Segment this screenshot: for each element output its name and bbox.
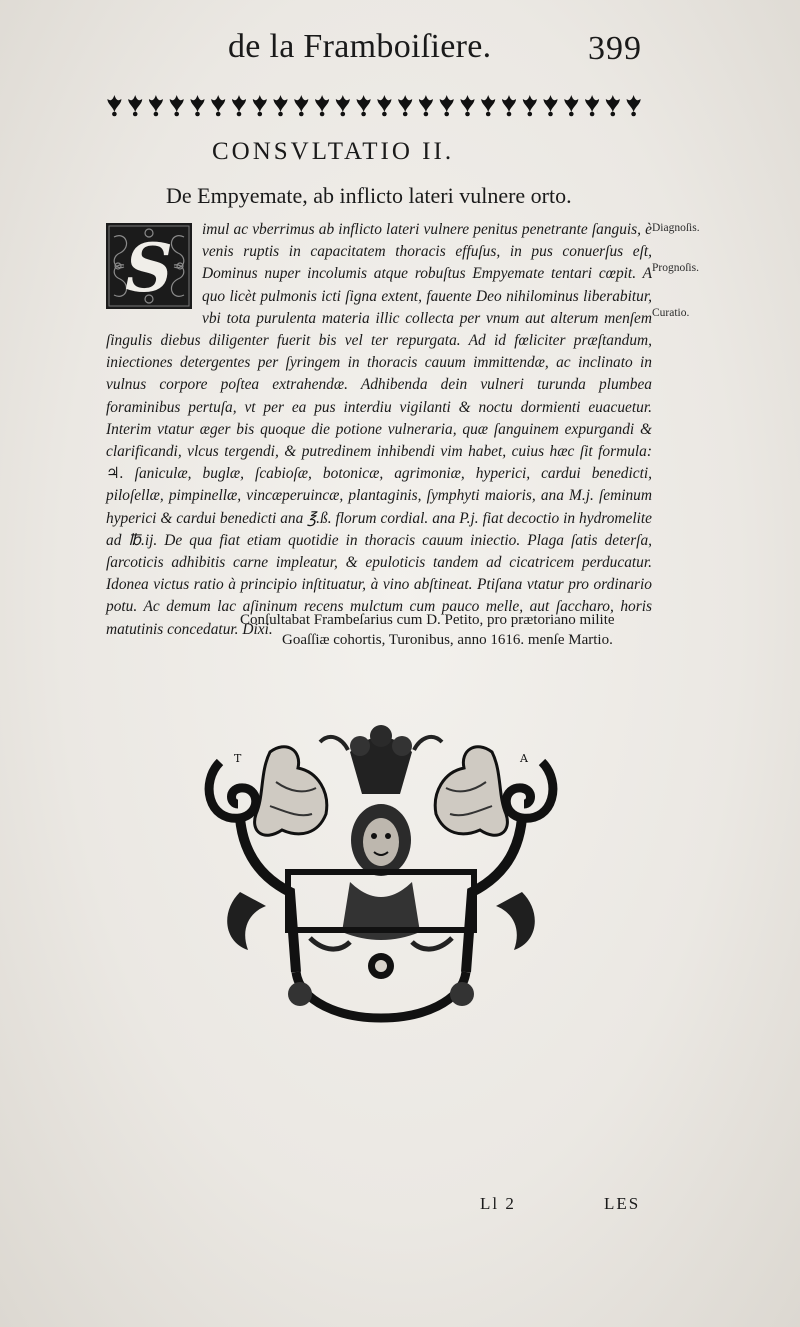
vignette-initial-right: A [520,752,528,765]
fleuron-icon [149,95,163,116]
fleuron-icon [294,95,308,116]
running-head: de la Framboiſiere. [228,28,492,65]
fleuron-icon [274,95,288,116]
fleuron-icon [606,95,620,116]
signature-mark: Ll 2 [480,1194,516,1213]
vignette-initial-left: T [234,752,242,765]
fleuron-icon [461,95,475,116]
fleuron-icon [564,95,578,116]
fleuron-icon [128,95,142,116]
consultation-body [106,219,652,641]
fleuron-icon [377,95,391,116]
margin-note-diagnosis: Diagnoſis. [652,222,700,234]
ornamental-vignette [200,722,562,1034]
attribution-line-2: Goaſſiæ cohortis, Turonibus, anno 1616. menſe Martio. [282,632,613,648]
fleuron-icon [211,95,225,116]
margin-note-curatio: Curatio. [652,307,690,319]
fleuron-icon [544,95,558,116]
fleuron-icon [585,95,599,116]
consultation-text: imul ac vberrimus ab inflicto lateri vulnere penitus penetrante ſanguis, è venis ruptis in capacitatem thoracis effuſus, in pus conuerſus eſt, Dominus nuper incolumis atque robuſtus Empyemate tentari cœpit. A quo licèt pulmonis icti ſigna extent, fauente Deo nihilominus liberabitur, vbi tota purulenta materia illic collecta per vnum aut alterum menſem ſingulis diebus diligenter fuerit bis vel ter repurgata. Ad id fœliciter præſtandum, iniectiones detergentes per ſyringem in thoracis cauum immittendæ, ac inclinato in vulnus corpore poſtea extrahendæ. Adhibenda dein vulneri turunda plumbea foraminibus pertuſa, vt per ea pus interdiu vigilanti & noctu dormienti euacuetur. Interim vtatur æger bis quoque die potione vulneraria, quæ ſanguinem expurgandi & clarificandi, vlcus tergendi, & putredinem inhibendi vim habet, cuius hæc ſit formula: ♃. ſaniculæ, buglæ, ſcabioſæ, botonicæ, agrimoniæ, hyperici, cardui benedicti, piloſellæ, pimpinellæ, vincæperuincæ, plantaginis, ſymphyti maioris, ana M.j. ſeminum hyperici & cardui benedicti ana ℥.ß. florum cordial. ana P.j. fiat decoctio in hydromelite ad ℔.ij. De qua fiat etiam quotidie in thoracis cauum iniectio. Plaga ſatis deterſa, ſarcoticis adhibitis carne impleatur, & epuloticis tandem ad cicatricem perducatur. Idonea victus ratio à principio inſtituatur, à vino abſtineat. Ptiſana vtatur pro ordinario potu. Ac demum lac aſininum recens mulctum cum pauco melle, aut ſaccharo, horis matutinis concedatur. Dixi. [106,221,652,638]
drop-cap-letter: S [125,229,173,307]
margin-note-prognosis: Prognoſis. [652,262,699,274]
section-title: CONSVLTATIO II. [212,138,455,165]
fleuron-icon [627,95,641,116]
fleuron-icon [336,95,350,116]
fleuron-icon [481,95,495,116]
page-number: 399 [588,30,642,67]
fleuron-icon [315,95,329,116]
fleuron-icon [419,95,433,116]
fleuron-icon [170,95,184,116]
fleuron-icon [357,95,371,116]
fleuron-icon [523,95,537,116]
fleuron-ornament-band [104,92,644,118]
attribution-line-1: Conſultabat Frambeſarius cum D. Petito, pro prætoriano milite [240,612,615,628]
fleuron-icon [440,95,454,116]
fleuron-icon [253,95,267,116]
fleuron-icon [398,95,412,116]
section-subtitle: De Empyemate, ab inflicto lateri vulnere orto. [166,183,572,208]
catchword: LES [604,1194,641,1213]
fleuron-icon [107,95,121,116]
fleuron-icon [502,95,516,116]
fleuron-icon [191,95,205,116]
drop-cap-initial [106,223,192,309]
fleuron-icon [232,95,246,116]
